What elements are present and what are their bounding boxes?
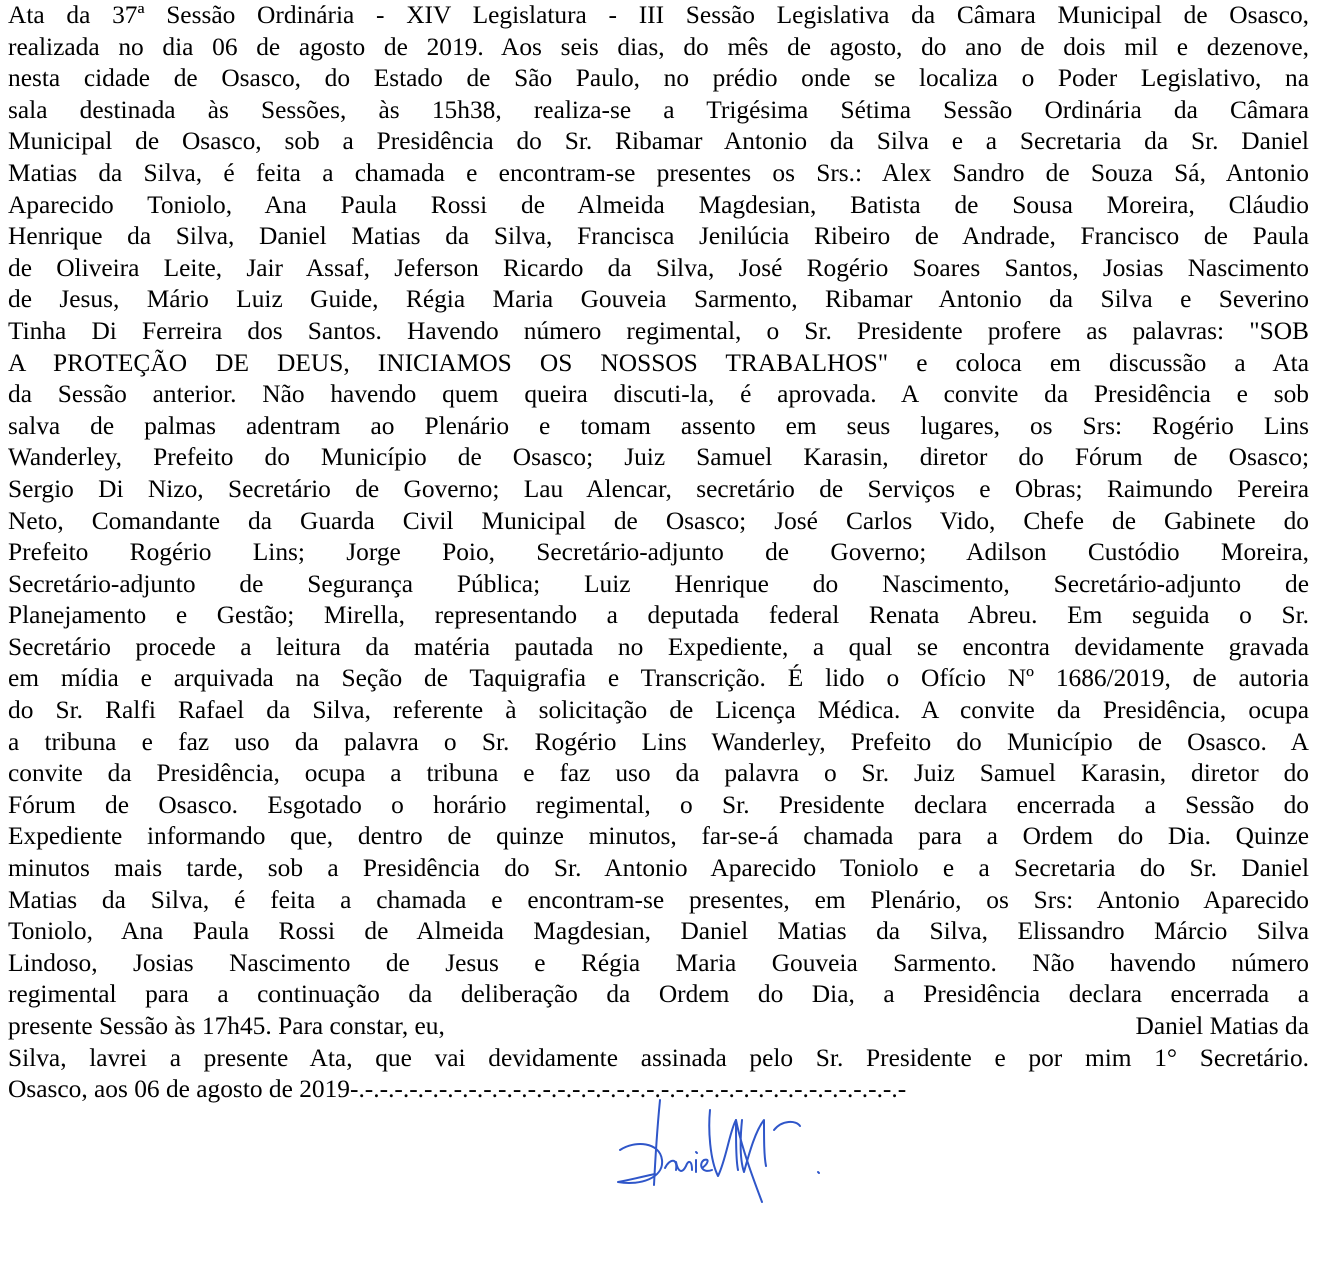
text-line: de Oliveira Leite, Jair Assaf, Jeferson Ricardo da Silva, José Rogério Soares Santos, Josias Nascimento: [8, 253, 1309, 282]
text-line: Tinha Di Ferreira dos Santos. Havendo número regimental, o Sr. Presidente profere as palavras: "SOB: [8, 316, 1309, 345]
text-line: de Jesus, Mário Luiz Guide, Régia Maria Gouveia Sarmento, Ribamar Antonio da Silva e Severino: [8, 285, 1309, 314]
text-line: A PROTEÇÃO DE DEUS, INICIAMOS OS NOSSOS TRABALHOS" e coloca em discussão a Ata: [8, 348, 1309, 377]
text-line: Lindoso, Josias Nascimento de Jesus e Régia Maria Gouveia Sarmento. Não havendo número: [8, 948, 1309, 977]
text-line: Neto, Comandante da Guarda Civil Municipal de Osasco; José Carlos Vido, Chefe de Gabinete do: [8, 506, 1309, 535]
signature-line-right: Daniel Matias da: [1135, 1012, 1309, 1040]
text-line: da Sessão anterior. Não havendo quem queira discuti-la, é aprovada. A convite da Presidência e sob: [8, 380, 1309, 409]
ata-document: [8, 0, 1309, 1106]
text-line: Aparecido Toniolo, Ana Paula Rossi de Almeida Magdesian, Batista de Sousa Moreira, Cláudio: [8, 190, 1309, 219]
text-line: minutos mais tarde, sob a Presidência do Sr. Antonio Aparecido Toniolo e a Secretaria do Sr. Daniel: [8, 854, 1309, 883]
text-line: Matias da Silva, é feita a chamada e encontram-se presentes os Srs.: Alex Sandro de Souza Sá, Antonio: [8, 158, 1309, 187]
text-line: nesta cidade de Osasco, do Estado de São Paulo, no prédio onde se localiza o Poder Legislativo, na: [8, 64, 1309, 93]
text-line: do Sr. Ralfi Rafael da Silva, referente à solicitação de Licença Médica. A convite da Presidência, ocupa: [8, 696, 1309, 725]
text-line: Henrique da Silva, Daniel Matias da Silva, Francisca Jenilúcia Ribeiro de Andrade, Francisco de Paula: [8, 222, 1309, 251]
text-line: Planejamento e Gestão; Mirella, representando a deputada federal Renata Abreu. Em seguida o Sr.: [8, 601, 1309, 630]
signature-line: [8, 1011, 1309, 1043]
date-line: Osasco, aos 06 de agosto de 2019-.-.-.-.-.-.-.-.-.-.-.-.-.-.-.-.-.-.-.-.-.-.-.-.-.-.-.-.-.-.-.-.-.-.-.-.-.-: [8, 1075, 907, 1104]
text-line: a tribuna e faz uso da palavra o Sr. Rogério Lins Wanderley, Prefeito do Município de Osasco. A: [8, 727, 1309, 756]
text-line: Toniolo, Ana Paula Rossi de Almeida Magdesian, Daniel Matias da Silva, Elissandro Márcio Silva: [8, 917, 1309, 946]
text-line: Wanderley, Prefeito do Município de Osasco; Juiz Samuel Karasin, diretor do Fórum de Osasco;: [8, 443, 1309, 472]
text-line: Secretário-adjunto de Segurança Pública; Luiz Henrique do Nascimento, Secretário-adjunto de: [8, 569, 1309, 598]
text-line: regimental para a continuação da deliberação da Ordem do Dia, a Presidência declara encerrada a: [8, 980, 1309, 1009]
text-line: Prefeito Rogério Lins; Jorge Poio, Secretário-adjunto de Governo; Adilson Custódio Moreira,: [8, 538, 1309, 567]
text-line: Ata da 37ª Sessão Ordinária - XIV Legislatura - III Sessão Legislativa da Câmara Municipal de Osasco,: [8, 1, 1309, 29]
text-line: realizada no dia 06 de agosto de 2019. Aos seis dias, do mês de agosto, do ano de dois mil e dezenove,: [8, 32, 1309, 61]
closing-line: Silva, lavrei a presente Ata, que vai devidamente assinada pelo Sr. Presidente e por mim 1° Secretário.: [8, 1043, 1309, 1072]
signature-icon: [560, 1090, 830, 1206]
text-line: convite da Presidência, ocupa a tribuna e faz uso da palavra o Sr. Juiz Samuel Karasin, diretor do: [8, 759, 1309, 788]
text-line: sala destinada às Sessões, às 15h38, realiza-se a Trigésima Sétima Sessão Ordinária da Câmara: [8, 95, 1309, 124]
text-line: em mídia e arquivada na Seção de Taquigrafia e Transcrição. É lido o Ofício Nº 1686/2019, de autoria: [8, 664, 1309, 693]
text-line: Fórum de Osasco. Esgotado o horário regimental, o Sr. Presidente declara encerrada a Sessão do: [8, 790, 1309, 819]
text-line: Secretário procede a leitura da matéria pautada no Expediente, a qual se encontra devidamente gravada: [8, 632, 1309, 661]
text-line: salva de palmas adentram ao Plenário e tomam assento em seus lugares, os Srs: Rogério Lins: [8, 411, 1309, 440]
text-line: Matias da Silva, é feita a chamada e encontram-se presentes, em Plenário, os Srs: Antonio Aparecido: [8, 885, 1309, 914]
handwritten-signature: [560, 1090, 830, 1206]
signature-line-left: presente Sessão às 17h45. Para constar, eu,: [8, 1012, 445, 1040]
ata-body: [8, 0, 1309, 1011]
text-line: Sergio Di Nizo, Secretário de Governo; Lau Alencar, secretário de Serviços e Obras; Raimundo Pereira: [8, 474, 1309, 503]
text-line: Expediente informando que, dentro de quinze minutos, far-se-á chamada para a Ordem do Dia. Quinze: [8, 822, 1309, 851]
text-line: Municipal de Osasco, sob a Presidência do Sr. Ribamar Antonio da Silva e a Secretaria da Sr. Daniel: [8, 127, 1309, 156]
